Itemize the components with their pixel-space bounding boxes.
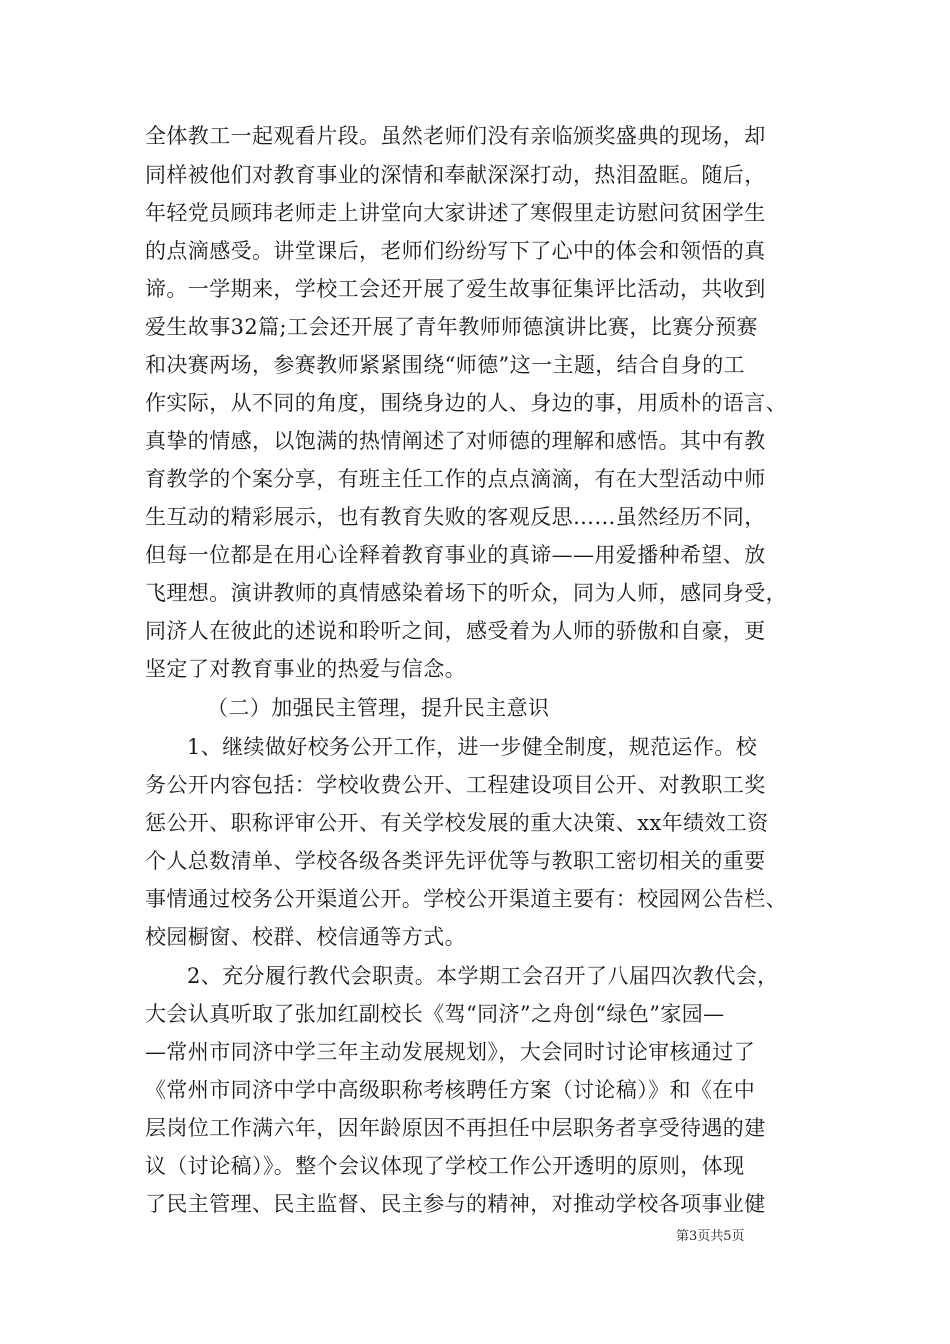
paragraph-line: 个人总数清单、学校各级各类评先评优等与教职工密切相关的重要 xyxy=(145,849,766,873)
paragraph-line: 和决赛两场，参赛教师紧紧围绕“师德”这一主题，结合自身的工 xyxy=(145,353,746,377)
paragraph-line: 了民主管理、民主监督、民主参与的精神，对推动学校各项事业健 xyxy=(145,1192,766,1216)
paragraph-line: 飞理想。演讲教师的真情感染着场下的听众，同为人师，感同身受， xyxy=(145,581,787,605)
paragraph-line: 同样被他们对教育事业的深情和奉献深深打动，热泪盈眶。随后， xyxy=(145,163,766,187)
paragraph-line: 育教学的个案分享，有班主任工作的点点滴滴，有在大型活动中师 xyxy=(145,467,766,491)
paragraph-line: 务公开内容包括：学校收费公开、工程建设项目公开、对教职工奖 xyxy=(145,773,766,797)
page-number: 第3页共5页 xyxy=(676,1229,745,1244)
paragraph-line: 《常州市同济中学中高级职称考核聘任方案（讨论稿）》和《在中 xyxy=(145,1078,756,1102)
paragraph-line: 大会认真听取了张加红副校长《驾“同济”之舟创“绿色”家园— xyxy=(145,1002,725,1026)
paragraph-line: 作实际，从不同的角度，围绕身边的人、身边的事，用质朴的语言、 xyxy=(145,391,787,415)
paragraph-line: 谛。一学期来，学校工会还开展了爱生故事征集评比活动，共收到 xyxy=(145,277,766,301)
paragraph-line: 真挚的情感，以饱满的热情阐述了对师德的理解和感悟。其中有教 xyxy=(145,429,766,453)
paragraph-line: 1、继续做好校务公开工作，进一步健全制度，规范运作。校 xyxy=(187,735,758,759)
paragraph-line: 议（讨论稿）》。整个会议体现了学校工作公开透明的原则，体现 xyxy=(145,1154,745,1178)
paragraph-line: 惩公开、职称评审公开、有关学校发展的重大决策、xx年绩效工资 xyxy=(145,811,769,835)
paragraph-line: 层岗位工作满六年，因年龄原因不再担任中层职务者享受待遇的建 xyxy=(145,1116,766,1140)
paragraph-line: 2、充分履行教代会职责。本学期工会召开了八届四次教代会， xyxy=(187,964,779,988)
paragraph-line: 的点滴感受。讲堂课后，老师们纷纷写下了心中的体会和领悟的真 xyxy=(145,239,766,263)
section-heading: （二）加强民主管理，提升民主意识 xyxy=(207,696,550,720)
paragraph-line: 但每一位都是在用心诠释着教育事业的真谛——用爱播种希望、放 xyxy=(145,543,766,567)
paragraph-line: 年轻党员顾玮老师走上讲堂向大家讲述了寒假里走访慰问贫困学生 xyxy=(145,201,766,225)
paragraph-line: 校园橱窗、校群、校信通等方式。 xyxy=(145,925,466,949)
paragraph-line: 同济人在彼此的述说和聆听之间，感受着为人师的骄傲和自豪，更 xyxy=(145,619,766,643)
paragraph-line: 坚定了对教育事业的热爱与信念。 xyxy=(145,657,466,681)
paragraph-line: 生互动的精彩展示，也有教育失败的客观反思……虽然经历不同， xyxy=(145,505,766,529)
paragraph-line: 爱生故事32篇;工会还开展了青年教师师德演讲比赛，比赛分预赛 xyxy=(145,315,758,339)
paragraph-line: 事情通过校务公开渠道公开。学校公开渠道主要有：校园网公告栏、 xyxy=(145,887,787,911)
paragraph-line: 全体教工一起观看片段。虽然老师们没有亲临颁奖盛典的现场，却 xyxy=(145,124,766,148)
paragraph-line: —常州市同济中学三年主动发展规划》，大会同时讨论审核通过了 xyxy=(145,1040,756,1064)
